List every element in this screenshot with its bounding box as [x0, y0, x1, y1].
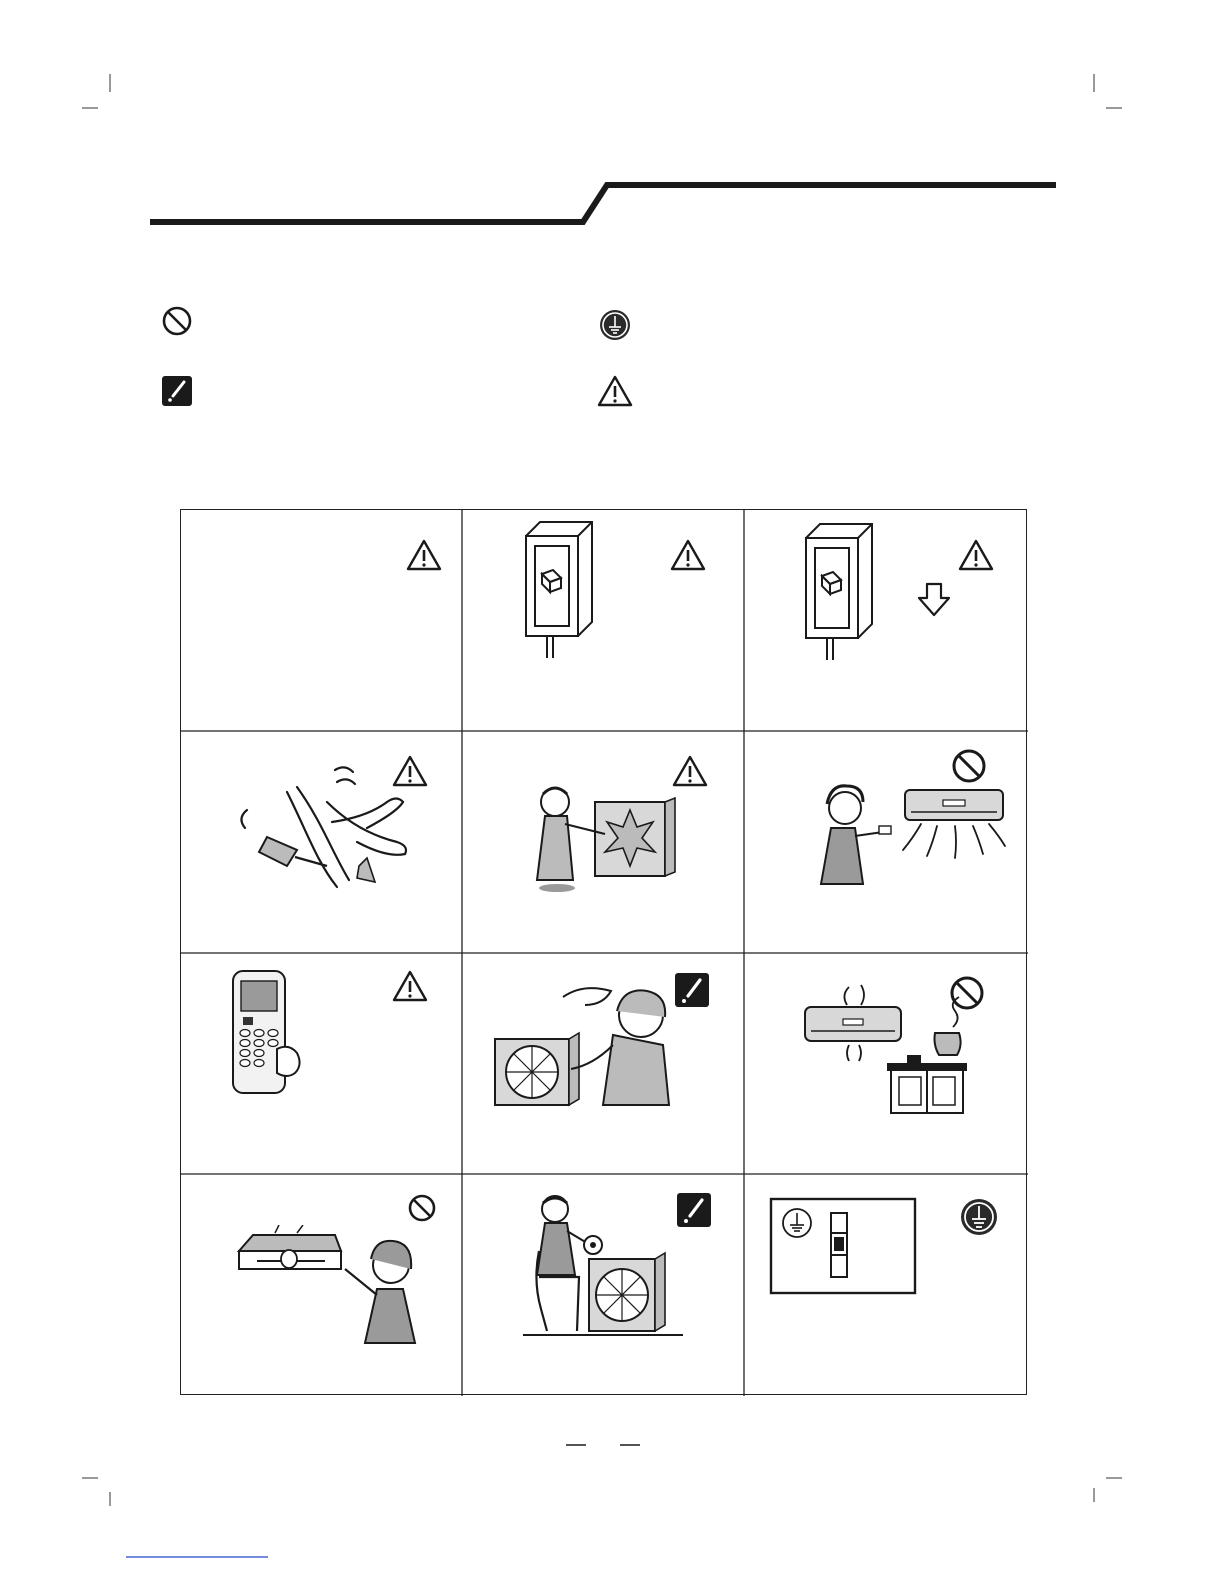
person-checking-outdoor-unit-illustration [493, 975, 683, 1110]
warning-icon [391, 754, 429, 788]
legend [0, 0, 1224, 440]
warning-icon [405, 538, 443, 572]
prohibition-icon [947, 973, 987, 1013]
cell-r2c3 [745, 732, 1027, 953]
ground-icon [959, 1197, 999, 1237]
pliers-cutting-cord-illustration [237, 762, 417, 892]
prohibition-icon [160, 304, 194, 338]
cell-r1c1 [181, 510, 463, 731]
ground-breaker-panel-illustration [769, 1197, 919, 1297]
person-under-indoor-unit-illustration [811, 772, 1011, 892]
instruction-icon [675, 973, 709, 1007]
safety-grid [180, 509, 1027, 1395]
prohibition-icon [405, 1191, 439, 1225]
circuit-breaker-box-illustration [523, 518, 593, 658]
footer-link-underline[interactable] [124, 1552, 274, 1562]
warning-icon [669, 538, 707, 572]
circuit-breaker-box-illustration [803, 520, 873, 660]
page-number-marks [560, 1438, 650, 1452]
cell-r1c2 [463, 510, 745, 731]
person-touching-indoor-unit-illustration [237, 1225, 427, 1345]
cell-r2c2 [463, 732, 745, 953]
cell-r4c3 [745, 1175, 1027, 1396]
cell-r1c3 [745, 510, 1027, 731]
cell-r4c2 [463, 1175, 745, 1396]
warning-icon [391, 969, 429, 1003]
ground-icon [598, 308, 632, 342]
down-arrow-icon [917, 582, 951, 618]
warning-icon [671, 754, 709, 788]
instruction-icon [162, 376, 192, 406]
instruction-icon [677, 1193, 711, 1227]
prohibition-icon [949, 746, 989, 786]
cell-r3c2 [463, 953, 745, 1174]
cell-r4c1 [181, 1175, 463, 1396]
cell-r3c3 [745, 953, 1027, 1174]
remote-controller-illustration [231, 969, 311, 1097]
warning-icon [597, 374, 633, 408]
child-at-outdoor-unit-illustration [527, 772, 687, 892]
cell-r2c1 [181, 732, 463, 953]
warning-icon [957, 538, 995, 572]
child-on-chair-near-outdoor-unit-illustration [523, 1191, 683, 1341]
cell-r3c1 [181, 953, 463, 1174]
